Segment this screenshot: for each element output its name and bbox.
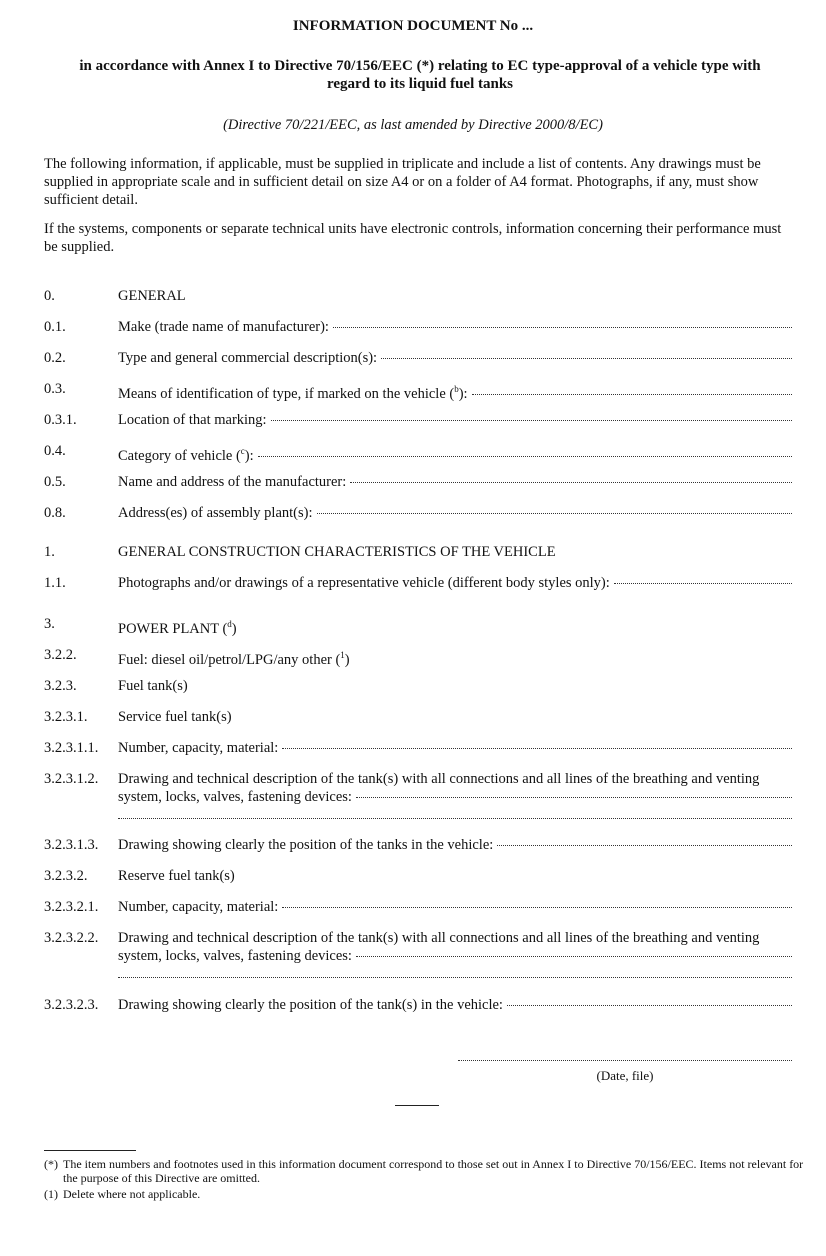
item-label-line2: system, locks, valves, fastening devices: <box>118 789 352 805</box>
item-number: 3.2.3.1.2. <box>44 771 99 787</box>
item-number: 0. <box>44 288 55 304</box>
fill-in-field[interactable] <box>497 844 792 846</box>
item-label: Photographs and/or drawings of a representative vehicle (different body styles only): <box>118 575 610 591</box>
footnote-mark: (1) <box>44 1187 58 1201</box>
footnote-1 <box>44 1187 804 1201</box>
item-label: Make (trade name of manufacturer): <box>118 319 329 335</box>
fill-in-field[interactable] <box>350 481 792 483</box>
section-heading <box>118 615 792 638</box>
footnote-ref: b <box>454 384 459 394</box>
item-3-2-3-2-2 <box>44 929 792 985</box>
fill-in-field[interactable] <box>614 582 792 584</box>
label-tail: ) <box>344 651 350 668</box>
section-heading: GENERAL <box>118 288 186 304</box>
item-number: 3.2.3.1.3. <box>44 837 99 853</box>
document-subtitle: in accordance with Annex I to Directive 70/156/EEC (*) relating to EC type-approval of a vehicle type with regard to its liquid fuel tanks <box>79 58 761 92</box>
item-line <box>118 473 792 491</box>
footnote-star <box>44 1157 804 1185</box>
directive-reference: (Directive 70/221/EEC, as last amended by Directive 2000/8/EC) <box>223 117 603 133</box>
item-label <box>118 380 468 403</box>
item-line <box>118 836 792 854</box>
date-file-field[interactable] <box>458 1060 792 1061</box>
item-label: Drawing showing clearly the position of the tank(s) in the vehicle: <box>118 997 503 1013</box>
fill-in-field[interactable] <box>381 357 792 359</box>
fill-in-field[interactable] <box>317 512 793 514</box>
item-line <box>118 898 792 916</box>
item-line <box>118 788 792 806</box>
fill-in-field[interactable] <box>271 419 792 421</box>
footnote-text: The item numbers and footnotes used in this information document correspond to those set out in Annex I to Directive 70/156/EEC. Items not relevant for the purpose of this Directive are omitted. <box>63 1157 804 1185</box>
item-label: Number, capacity, material: <box>118 899 279 915</box>
fill-in-field[interactable] <box>258 455 792 457</box>
item-number: 3.2.3.1. <box>44 709 88 725</box>
fill-in-field[interactable] <box>333 326 792 328</box>
item-number: 3.2.3.1.1. <box>44 740 99 756</box>
item-label: Number, capacity, material: <box>118 740 279 756</box>
electronic-controls-paragraph: If the systems, components or separate technical units have electronic controls, information concerning their performance must be supplied. <box>44 221 782 255</box>
item-number: 3. <box>44 616 55 632</box>
item-line <box>118 380 792 403</box>
footnote-mark: (*) <box>44 1157 58 1171</box>
item-line <box>118 739 792 757</box>
item-number: 3.2.3.2.3. <box>44 997 99 1013</box>
fill-in-field[interactable] <box>356 955 792 957</box>
item-number: 0.3.1. <box>44 412 77 428</box>
fill-in-field[interactable] <box>356 796 792 798</box>
label-text: Fuel: diesel oil/petrol/LPG/any other ( <box>118 651 341 668</box>
item-line <box>118 996 792 1014</box>
item-line <box>118 504 792 522</box>
document-title: INFORMATION DOCUMENT No ... <box>292 18 534 34</box>
item-number: 3.2.3. <box>44 678 77 694</box>
item-number: 0.2. <box>44 350 66 366</box>
item-label: Service fuel tank(s) <box>118 709 232 725</box>
fill-in-field[interactable] <box>282 747 792 749</box>
item-number: 3.2.3.2.2. <box>44 930 99 946</box>
item-number: 0.8. <box>44 505 66 521</box>
item-label: Address(es) of assembly plant(s): <box>118 505 313 521</box>
item-label <box>118 442 254 465</box>
end-separator <box>395 1105 439 1106</box>
fill-in-field[interactable] <box>507 1004 792 1006</box>
item-3-2-3-1-2 <box>44 770 792 826</box>
item-line <box>118 574 792 592</box>
item-number: 3.2.3.2. <box>44 868 88 884</box>
item-label: Fuel tank(s) <box>118 678 188 694</box>
item-number: 1.1. <box>44 575 66 591</box>
label-tail: ) <box>231 620 237 637</box>
item-label: Drawing showing clearly the position of the tanks in the vehicle: <box>118 837 494 853</box>
item-label: Type and general commercial description(s): <box>118 350 378 366</box>
item-number: 0.5. <box>44 474 66 490</box>
footnote-ref: 1 <box>340 650 345 660</box>
item-label: Name and address of the manufacturer: <box>118 474 347 490</box>
item-label <box>118 646 792 669</box>
item-number: 0.3. <box>44 381 66 397</box>
item-number: 3.2.2. <box>44 647 77 663</box>
item-number: 0.1. <box>44 319 66 335</box>
item-number: 3.2.3.2.1. <box>44 899 99 915</box>
item-label-line1: Drawing and technical description of the tank(s) with all connections and all lines of the breathing and venting <box>118 771 760 787</box>
label-tail: ): <box>458 385 468 402</box>
footnote-rule <box>44 1150 136 1151</box>
footnote-text: Delete where not applicable. <box>63 1187 201 1201</box>
item-number: 0.4. <box>44 443 66 459</box>
item-label: Location of that marking: <box>118 412 267 428</box>
label-text: Means of identification of type, if marked on the vehicle ( <box>118 385 455 402</box>
footnote-ref: d <box>227 619 232 629</box>
item-line <box>118 442 792 465</box>
item-line <box>118 947 792 965</box>
date-file-caption: (Date, file) <box>596 1068 654 1083</box>
fill-in-field[interactable] <box>472 393 792 395</box>
label-text: POWER PLANT ( <box>118 620 228 637</box>
item-line <box>118 411 792 429</box>
label-tail: ): <box>244 447 254 464</box>
footnote-ref: c <box>240 446 245 456</box>
item-line <box>118 349 792 367</box>
item-label: Reserve fuel tank(s) <box>118 868 235 884</box>
fill-in-field-continuation[interactable] <box>118 818 792 819</box>
item-line <box>118 318 792 336</box>
item-label-line1: Drawing and technical description of the tank(s) with all connections and all lines of the breathing and venting <box>118 930 760 946</box>
section-heading: GENERAL CONSTRUCTION CHARACTERISTICS OF THE VEHICLE <box>118 544 556 560</box>
fill-in-field-continuation[interactable] <box>118 977 792 978</box>
label-text: Category of vehicle ( <box>118 447 241 464</box>
item-number: 1. <box>44 544 55 560</box>
fill-in-field[interactable] <box>282 906 792 908</box>
intro-paragraph: The following information, if applicable, must be supplied in triplicate and include a list of contents. Any drawings must be supplied in appropriate scale and in sufficient detail on size A4 or on a folder of A4 format. Photographs, if any, must show sufficient detail. <box>44 156 761 208</box>
item-label-line2: system, locks, valves, fastening devices: <box>118 948 352 964</box>
